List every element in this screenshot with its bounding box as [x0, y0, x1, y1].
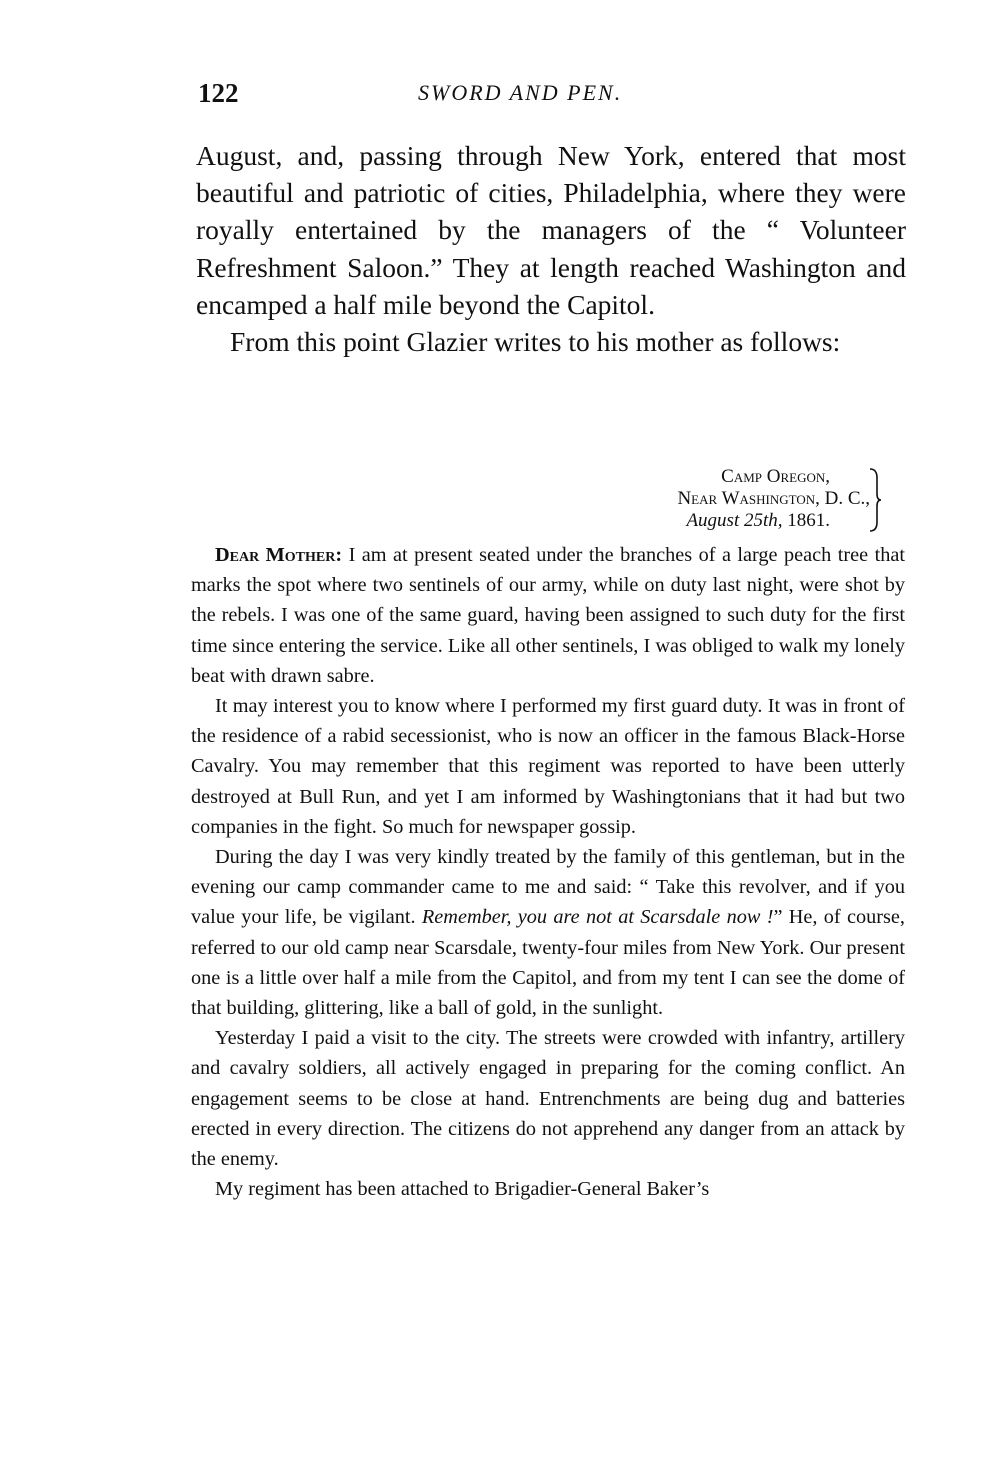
salutation: Dear Mother: [215, 544, 343, 566]
dateline-day: August 25th, [686, 510, 783, 531]
brace-icon [868, 468, 882, 532]
intro-text [196, 137, 906, 360]
letter-body [191, 540, 905, 1204]
intro-paragraph: From this point Glazier writes to his mother as follows: [230, 326, 841, 358]
letter-paragraph [191, 842, 905, 1023]
dateline-date [510, 510, 870, 532]
letter-text: ” He, of course, referred to our old camp near Scarsdale, twenty-four miles from New York. Our present one is a little over half a mile from the Capitol, and from my tent I can see the dome of that building, glittering, like a ball of gold, in the sunlight. [191, 906, 906, 1020]
letter-dateline [510, 466, 870, 532]
dateline-camp: Camp Oregon, [721, 466, 830, 487]
emphasized-quote: Remember, you are not at Scarsdale now ! [421, 906, 774, 929]
letter-paragraph: It may interest you to know where I performed my first guard duty. It was in front of the residence of a rabid secessionist, who is now an officer in the famous Black-Horse Cavalry. You may remember that this regiment was reported to have been utterly destroyed at Bull Run, and yet I am informed by Washingtonians that it had but two companies in the fight. So much for newspaper gossip. [191, 695, 905, 838]
letter-paragraph [191, 540, 905, 691]
running-head [198, 78, 908, 112]
letter-paragraph: My regiment has been attached to Brigadier-General Baker’s [215, 1178, 710, 1201]
dateline-location: Near Washington, D. C., [677, 488, 870, 509]
book-title: SWORD AND PEN. [418, 80, 623, 105]
intro-paragraph: August, and, passing through New York, entered that most beautiful and patriotic of cities, Philadelphia, where they were royally entertained by the managers of the “ Volunteer Refreshment Saloon.” They at length reached Washington and encamped a half mile beyond the Capitol. [196, 140, 906, 320]
letter-paragraph: Yesterday I paid a visit to the city. The streets were crowded with infantry, artillery and cavalry soldiers, all actively engaged in preparing for the coming conflict. An engagement seems to be close at hand. Entrenchments are being dug and batteries erected in every direction. The citizens do not apprehend any danger from an attack by the enemy. [191, 1027, 905, 1171]
letter-text: I am at present seated under the branches of a large peach tree that marks the spot where two sentinels of our army, while on duty last night, were shot by the rebels. I was one of the same guard, having been assigned to such duty for the first time since entering the service. Like all other sentinels, I was obliged to walk my lonely beat with drawn sabre. [191, 544, 905, 687]
dateline-year: 1861. [782, 510, 830, 531]
letter-text: During the day I was very kindly treated by the family of this gentleman, but in the evening our camp commander came to me and said: “ Take this revolver, and if you value your life, be vigilant. [191, 846, 905, 929]
page-number: 122 [198, 78, 239, 108]
